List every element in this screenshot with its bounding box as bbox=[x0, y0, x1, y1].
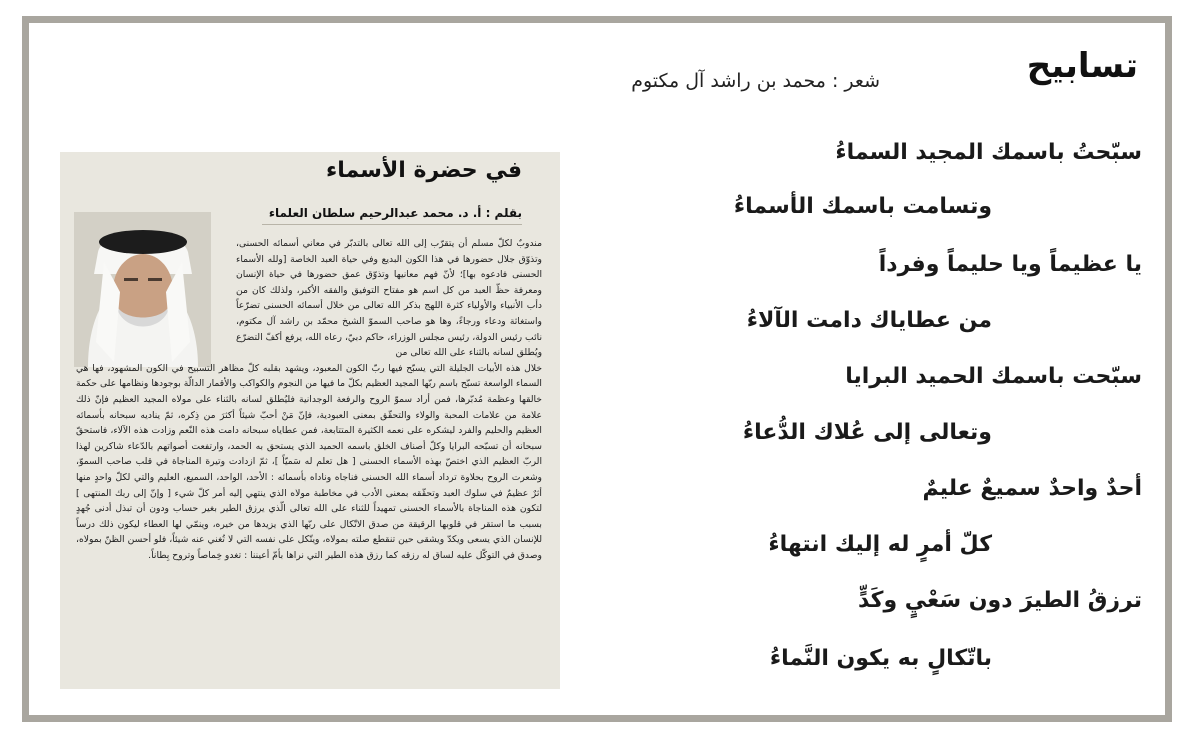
verse-10: باتّكالٍ به يكون النَّماءُ bbox=[769, 646, 992, 671]
article-paragraph-top: مندوبٌ لكلّ مسلم أن يتقرّب إلى الله تعالى بالتدبّر في معاني أسمائه الحسنى، وتذوّق جلال حضورها في هذا الكون البديع وفي حياة العبد الخاصة [ولله الأسماء الحسنى فادعوه بها]؛ لأنّ فهم معانيها وتذوّق عمق حضورها في حياة الإنسان ومعرفة حظّ العبد من كل اسم هو مفتاح التوفيق والفقه الأكبر، ولذلك كان من دأب الأنبياء والأولياء كثرة اللهج بذكر الله تعالى من خلال أسمائه الحسنى تضرّعاً واستغاثة ودعاء ورجاءً، وها هو صاحب السموّ الشيخ محمّد بن راشد آل مكتوم، نائب رئيس الدولة، رئيس مجلس الوزراء، حاكم دبيّ، رعاه الله، يرفع أكفّ التضرّع ويُطلق لسانه بالثناء على الله تعالى من bbox=[236, 238, 542, 359]
verse-5: سبّحت باسمك الحميد البرايا bbox=[845, 364, 1142, 389]
verse-4: من عطاياك دامت الآلاءُ bbox=[746, 308, 992, 333]
verse-8: كلّ أمرٍ له إليك انتهاءُ bbox=[768, 532, 992, 557]
verse-9: ترزقُ الطيرَ دون سَعْيٍ وكَدٍّ bbox=[857, 588, 1142, 613]
verse-7: أحدٌ واحدٌ سميعٌ عليمٌ bbox=[922, 476, 1142, 501]
verse-1: سبّحتُ باسمك المجيد السماءُ bbox=[835, 140, 1142, 165]
poet-credit: شعر : محمد بن راشد آل مكتوم bbox=[631, 70, 880, 92]
verse-3: يا عظيماً ويا حليماً وفرداً bbox=[878, 252, 1142, 277]
verse-6: وتعالى إلى عُلاك الدُّعاءُ bbox=[742, 420, 992, 445]
verse-2: وتسامت باسمك الأسماءُ bbox=[733, 194, 992, 219]
article-paragraph-rest: خلال هذه الأبيات الجليلة التي يسبّح فيها ربّ الكون المعبود، ويشهد بقلبه كلّ مظاهر التسبيح في الكون المشهود، فها هي السماء الواسعة تسبّح باسم ربّها المجيد العظيم بكلّ ما فيها من النجوم والكواكب والأقمار الدالّة بوجودها ونظامها على حكمة خالقها وعظمة مُدبّرها، فمن أراد سموّ الروح والرفعة الوجدانية فليُطلق لسانه بالثناء على مولاه المجيد العظيم فإنّ ذلك علامة من علامات المحبة والولاء والتحقّق بمعنى العبودية، فإنّ مَنْ أحبّ شيئاً أكثرَ من ذِكره، ثمّ يناديه سبحانه بأسمائه العظيم والحليم والفرد ليشكره على نعمه الكثيرة المتتابعة، فمن عطاياه سبحانه دامت هذه النّعم وزادت هذه الآلاء، فاستحقّ سبحانه أن تسبّحه البرايا وكلّ أصناف الخلق باسمه الحميد الذي يستحق به الحمد، وارتفعت أصواتهم بالدّعاء شاكرين لهذا الربّ العظيم الذي اختصّ بهذه الأسماء الحسنى [ هل تعلم له سَميّاً ]، ثمّ ازدادت وتيرة المناجاة في قلب صاحب السموّ، وشعرت الروح بحلاوة ترداد أسماء الله الحسنى فناجاه وناداه بأسمائه : الأحد، الواحد، السميع، العليم والتي لكلّ واحدٍ منها أثرٌ عظيمٌ في سلوك العبد وتحقّقه بمعنى الأدب في مخاطبة مولاه الذي ينتهي إليه أمر كلّ شيء [ وإنّ إلى ربك المنتهى ] لتكون هذه المناجاة بالأسماء الحسنى تمهيداً للثناء على الله تعالى الّذي يرزق الطير بغير حساب ودون أن تبذل أدنى جُهدٍ بسبب ما استقر في قلوبها الرقيقة من صدق الاتّكال على ربّها الذي يزيدها من خيره، وينمّي لها العطاء ليكون ذلك درساً للإنسان الذي يسعى ويكدّ ويشقى حين تنقطع صلته بمولاه، ويتّكل على نفسه التي لا تُغني عنه شيئاً، فلو أحسن الظنّ بمولاه، وصدق في التوكّل عليه لساق له رزقه كما رزق هذه الطير التي نراها بأمّ أعيننا : تغدو خِماصاً وتروح بِطاناً. bbox=[76, 362, 542, 561]
article-title: في حضرة الأسماء bbox=[325, 158, 522, 183]
article-byline: بقلم : أ. د. محمد عبدالرحيم سلطان العلماء bbox=[268, 206, 522, 220]
byline-divider bbox=[262, 224, 522, 225]
article-body bbox=[76, 236, 542, 563]
page-title: تسابيح bbox=[1026, 46, 1138, 86]
article-box bbox=[60, 152, 560, 689]
